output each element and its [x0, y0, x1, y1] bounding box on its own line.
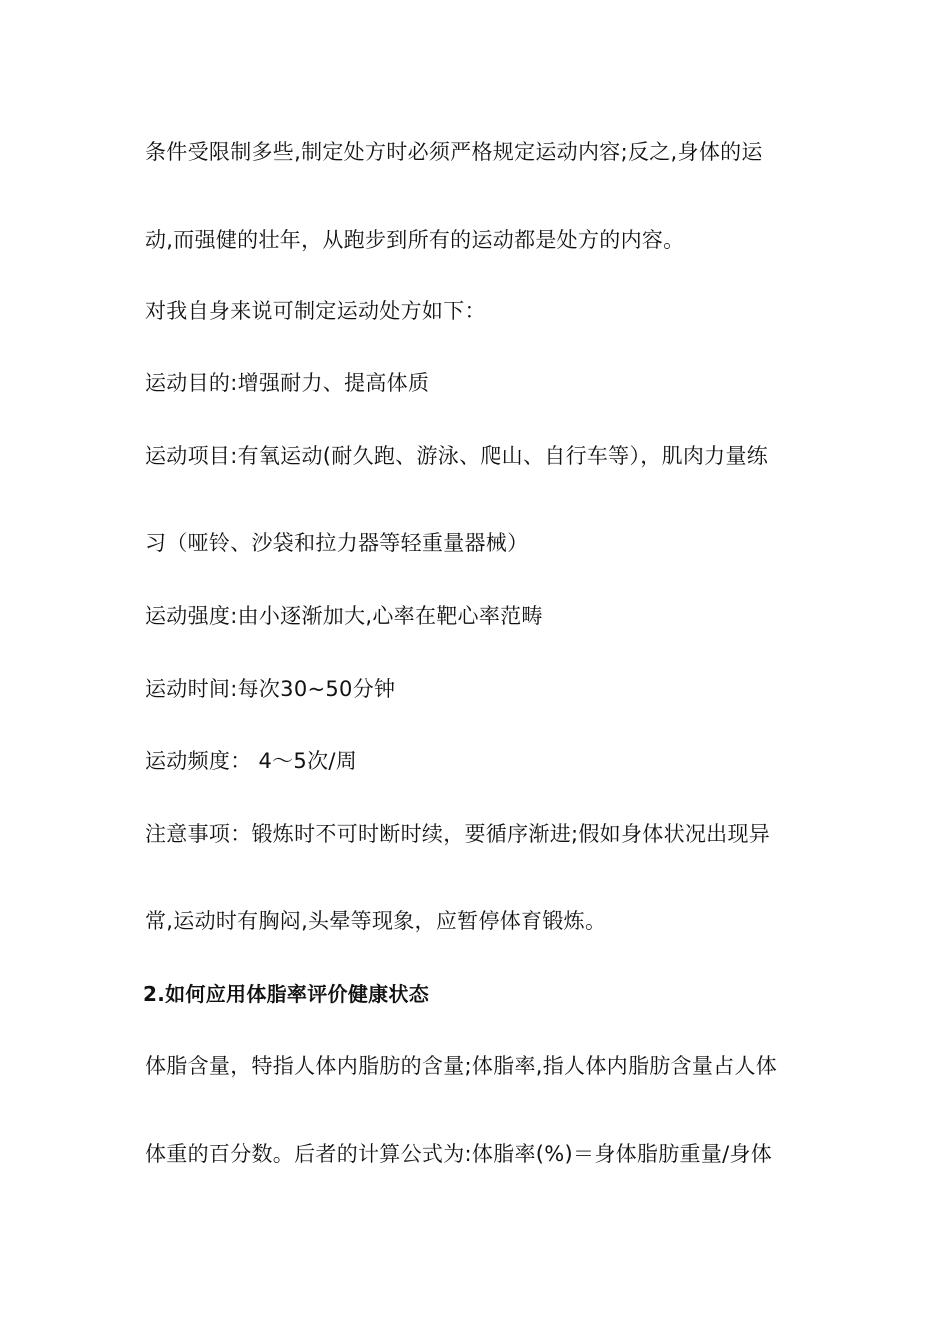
paragraph-line-12: 体脂含量，特指人体内脂肪的含量;体脂率,指人体内脂肪含量占人体 — [145, 1054, 778, 1078]
paragraph-line-9: 运动频度： 4～5次/周 — [145, 749, 358, 773]
paragraph-line-3: 对我自身来说可制定运动处方如下： — [145, 299, 486, 323]
paragraph-line-13: 体重的百分数。后者的计算公式为:体脂率(%)＝身体脂肪重量/身体 — [145, 1142, 773, 1166]
paragraph-line-1: 条件受限制多些,制定处方时必须严格规定运动内容;反之,身体的运 — [145, 140, 763, 164]
paragraph-line-2: 动,而强健的壮年，从跑步到所有的运动都是处方的内容。 — [145, 228, 685, 252]
paragraph-line-11: 常,运动时有胸闷,头晕等现象，应暂停体育锻炼。 — [145, 909, 607, 933]
paragraph-line-5: 运动项目:有氧运动(耐久跑、游泳、爬山、自行车等），肌肉力量练 — [145, 444, 769, 468]
paragraph-line-10: 注意事项：锻炼时不可时断时续，要循序渐进;假如身体状况出现异 — [145, 822, 771, 846]
paragraph-line-7: 运动强度:由小逐渐加大,心率在靶心率范畴 — [145, 604, 543, 628]
paragraph-line-8: 运动时间:每次30~50分钟 — [145, 677, 396, 701]
paragraph-line-6: 习（哑铃、沙袋和拉力器等轻重量器械） — [145, 531, 529, 555]
paragraph-line-4: 运动目的:增强耐力、提高体质 — [145, 371, 430, 395]
section-heading: 2.如何应用体脂率评价健康状态 — [143, 982, 430, 1006]
